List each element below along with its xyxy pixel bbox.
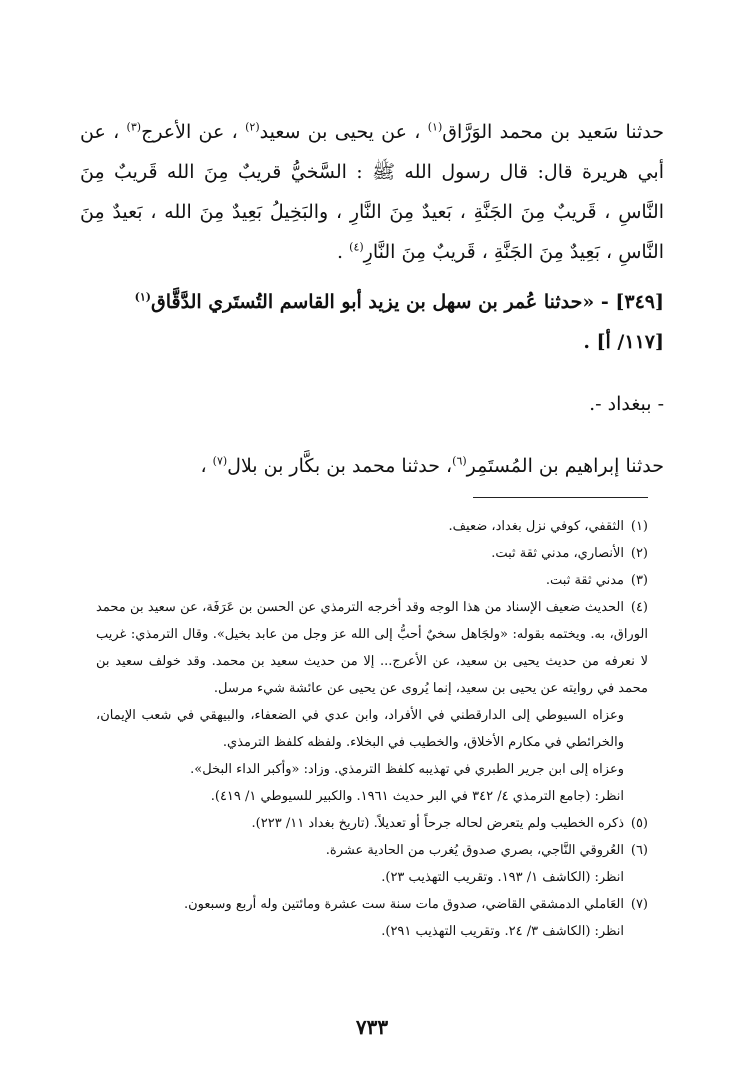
narration-text: ،	[200, 455, 207, 477]
footnote-text: وعزاه السيوطي إلى الدارقطني في الأفراد، وابن عدي في الضعفاء، والبيهقي في شعب الإيمان، والخرائطي في مكارم الأخلاق، والخطيب في البخلاء. ولفظه كلفظ الترمذي.	[96, 708, 624, 750]
footnote-text: ذكره الخطيب ولم يتعرض لحاله جرحاً أو تعديلاً. (تاريخ بغداد ١١/ ٢٢٣).	[251, 816, 624, 831]
footnote-ref[interactable]: (٦)	[452, 454, 467, 468]
hadith-paragraph	[80, 112, 664, 272]
footnote-text: انظر: (الكاشف ١/ ١٩٣. وتقريب التهذيب ٢٣).	[381, 870, 624, 885]
footnote-continuation	[96, 864, 648, 891]
footnote-text: انظر: (جامع الترمذي ٤/ ٣٤٢ في البر حديث ١٩٦١. والكبير للسيوطي ١/ ٤١٩).	[210, 789, 624, 804]
footnote-text: انظر: (الكاشف ٣/ ٢٤. وتقريب التهذيب ٢٩١).	[381, 924, 624, 939]
hadith-paragraph	[80, 446, 664, 486]
footnote-number: (٣)	[630, 573, 648, 588]
footnote	[96, 837, 648, 864]
footnote-text: العَاملي الدمشقي القاضي، صدوق مات سنة ست عشرة ومائتين وله أربع وسبعون.	[183, 897, 624, 912]
narration-text: حدثنا إبراهيم بن المُستَمِر	[466, 455, 664, 477]
footnote-ref[interactable]: (١)	[134, 290, 152, 304]
footnote-text: الأنصاري، مدني ثقة ثبت.	[491, 546, 624, 561]
footnote	[96, 540, 648, 567]
page-number: ٧٣٣	[355, 1015, 389, 1039]
narration-text: ، عن الأعرج	[141, 121, 238, 143]
location-note: - ببغداد -.	[589, 393, 664, 415]
footnotes-section	[96, 513, 648, 945]
main-text	[80, 112, 664, 486]
footnote-number: (٤)	[630, 600, 648, 615]
footnote	[96, 513, 648, 540]
footnote-text: مدني ثقة ثبت.	[545, 573, 624, 588]
footnote-text: الثقفي، كوفي نزل بغداد، ضعيف.	[448, 519, 624, 534]
footnote-number: (٦)	[630, 843, 648, 858]
footnote-number: (١)	[630, 519, 648, 534]
footnote-continuation	[96, 702, 648, 756]
footnote-text: وعزاه إلى ابن جرير الطبري في تهذيبه كلفظ الترمذي. وزاد: «وأكبر الداء البخل».	[190, 762, 624, 777]
footnote	[96, 594, 648, 702]
footnote-ref[interactable]: (٤)	[349, 240, 364, 254]
narration-text: ، حدثنا محمد بن بكَّار بن بلال	[227, 455, 453, 477]
footnote-ref[interactable]: (٢)	[245, 120, 260, 134]
footnote-ref[interactable]: (١)	[427, 120, 443, 134]
footnote-continuation	[96, 783, 648, 810]
narration-text: ، عن أبي هريرة قال: قال رسول الله ﷺ : السَّخيُّ قريبٌ مِنَ الله قَريبٌ مِنَ النَّاسِ ، قَريبٌ مِنَ الجَنَّةِ ، بَعيدٌ مِنَ النَّارِ ، والبَخِيلُ بَعِيدٌ مِنَ الله ، بَعيدٌ مِنَ النَّاسِ ، بَعِيدٌ مِنَ الجَنَّةِ ، قَريبٌ مِنَ النَّارِ	[80, 121, 664, 263]
footnote-text: الحديث ضعيف الإسناد من هذا الوجه وقد أخرجه الترمذي عن الحسن بن عَرَفَة، عن سعيد بن محمد الوراق، به. ويختمه بقوله: «ولجَاهل سخيٌ أحبُّ إلى الله عز وجل من عابد بخيل». وقال الترمذي: غريب لا نعرفه من حديث يحيى بن سعيد، عن الأعرج... إلا من حديث سعيد بن محمد. وقد خولف سعيد بن محمد في روايته عن يحيى بن سعيد، إنما يُروى عن يحيى عن عائشة شيء مرسل.	[96, 600, 648, 696]
footnote	[96, 891, 648, 918]
narration-text: ، عن يحيى بن سعيد	[259, 121, 421, 143]
footnote-divider	[473, 497, 648, 498]
footnote-continuation	[96, 756, 648, 783]
narration-text: حدثنا سَعيد بن محمد الوَرَّاق	[442, 121, 664, 143]
footnote-number: (٧)	[630, 897, 648, 912]
hadith-heading	[80, 282, 664, 362]
footnote-ref[interactable]: (٧)	[212, 454, 228, 468]
heading-text: [٣٤٩] - «حدثنا عُمر بن سهل بن يزيد أبو القاسم التُستَري الدَّقَّاق	[151, 291, 664, 313]
footnote	[96, 810, 648, 837]
footnote-number: (٥)	[630, 816, 648, 831]
footnote-continuation	[96, 918, 648, 945]
narration-text: .	[337, 241, 344, 263]
footnote-ref[interactable]: (٣)	[126, 120, 142, 134]
footnote-text: العُروقي النَّاجي، بصري صدوق يُغرب من الحادية عشرة.	[325, 843, 624, 858]
folio-reference: [١١٧/ أ] .	[583, 331, 664, 353]
footnote	[96, 567, 648, 594]
footnote-number: (٢)	[630, 546, 648, 561]
